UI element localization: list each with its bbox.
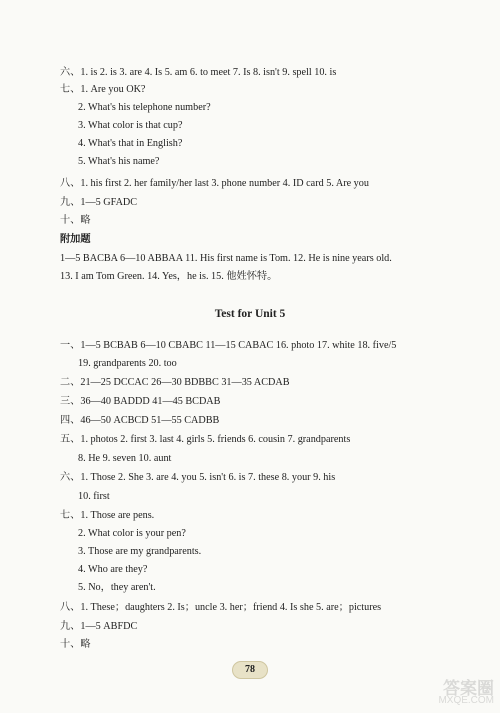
extra-answer-line-1: 1—5 BACBA 6—10 ABBAA 11. His first name is Tom. 12. He is nine years old.: [60, 253, 392, 264]
unit5-answer-line-8: 八、1. These；daughters 2. Is；uncle 3. her；friend 4. Is she 5. are；pictures: [60, 602, 382, 613]
unit5-answer-line-6b: 10. first: [78, 491, 110, 502]
unit5-answer-line-7-4: 4. Who are they?: [78, 564, 148, 575]
unit5-answer-line-7-3: 3. Those are my grandparents.: [78, 546, 202, 557]
unit5-answer-line-2: 二、21—25 DCCAC 26—30 BDBBC 31—35 ACDAB: [60, 377, 290, 388]
unit5-answer-line-5b: 8. He 9. seven 10. aunt: [78, 453, 172, 464]
answer-line-7-2: 2. What's his telephone number?: [78, 102, 211, 113]
watermark-sub-text: MXQE.COM: [438, 695, 494, 706]
unit5-answer-line-9: 九、1—5 ABFDC: [60, 621, 138, 632]
page-number: 78: [232, 661, 268, 679]
unit5-answer-line-1b: 19. grandparents 20. too: [78, 358, 177, 369]
answer-line-7-5: 5. What's his name?: [78, 156, 160, 167]
answer-line-10: 十、略: [60, 215, 91, 226]
unit5-answer-line-1a: 一、1—5 BCBAB 6—10 CBABC 11—15 CABAC 16. photo 17. white 18. five/5: [60, 340, 397, 351]
section-title: Test for Unit 5: [214, 308, 286, 320]
unit5-answer-line-5a: 五、1. photos 2. first 3. last 4. girls 5. friends 6. cousin 7. grandparents: [60, 434, 351, 445]
unit5-answer-line-6a: 六、1. Those 2. She 3. are 4. you 5. isn't 6. is 7. these 8. your 9. his: [60, 472, 336, 483]
unit5-answer-line-4: 四、46—50 ACBCD 51—55 CADBB: [60, 415, 220, 426]
answer-line-7-1: 七、1. Are you OK?: [60, 84, 146, 95]
unit5-answer-line-7-2: 2. What color is your pen?: [78, 528, 186, 539]
unit5-answer-line-3: 三、36—40 BADDD 41—45 BCDAB: [60, 396, 221, 407]
answer-line-7-3: 3. What color is that cup?: [78, 120, 183, 131]
answer-line-9: 九、1—5 GFADC: [60, 197, 138, 208]
extra-questions-title: 附加题: [60, 234, 91, 245]
answer-line-6: 六、1. is 2. is 3. are 4. Is 5. am 6. to meet 7. Is 8. isn't 9. spell 10. is: [60, 67, 337, 78]
answer-line-7-4: 4. What's that in English?: [78, 138, 183, 149]
unit5-answer-line-7-1: 七、1. Those are pens.: [60, 510, 155, 521]
unit5-answer-line-10: 十、略: [60, 639, 91, 650]
answer-line-8: 八、1. his first 2. her family/her last 3. phone number 4. ID card 5. Are you: [60, 178, 369, 189]
watermark-logo: [398, 681, 494, 709]
extra-answer-line-2: 13. I am Tom Green. 14. Yes，he is. 15. 他姓怀特。: [60, 271, 278, 282]
watermark-main-text: 答案圈: [443, 679, 494, 698]
unit5-answer-line-7-5: 5. No，they aren't.: [78, 582, 156, 593]
